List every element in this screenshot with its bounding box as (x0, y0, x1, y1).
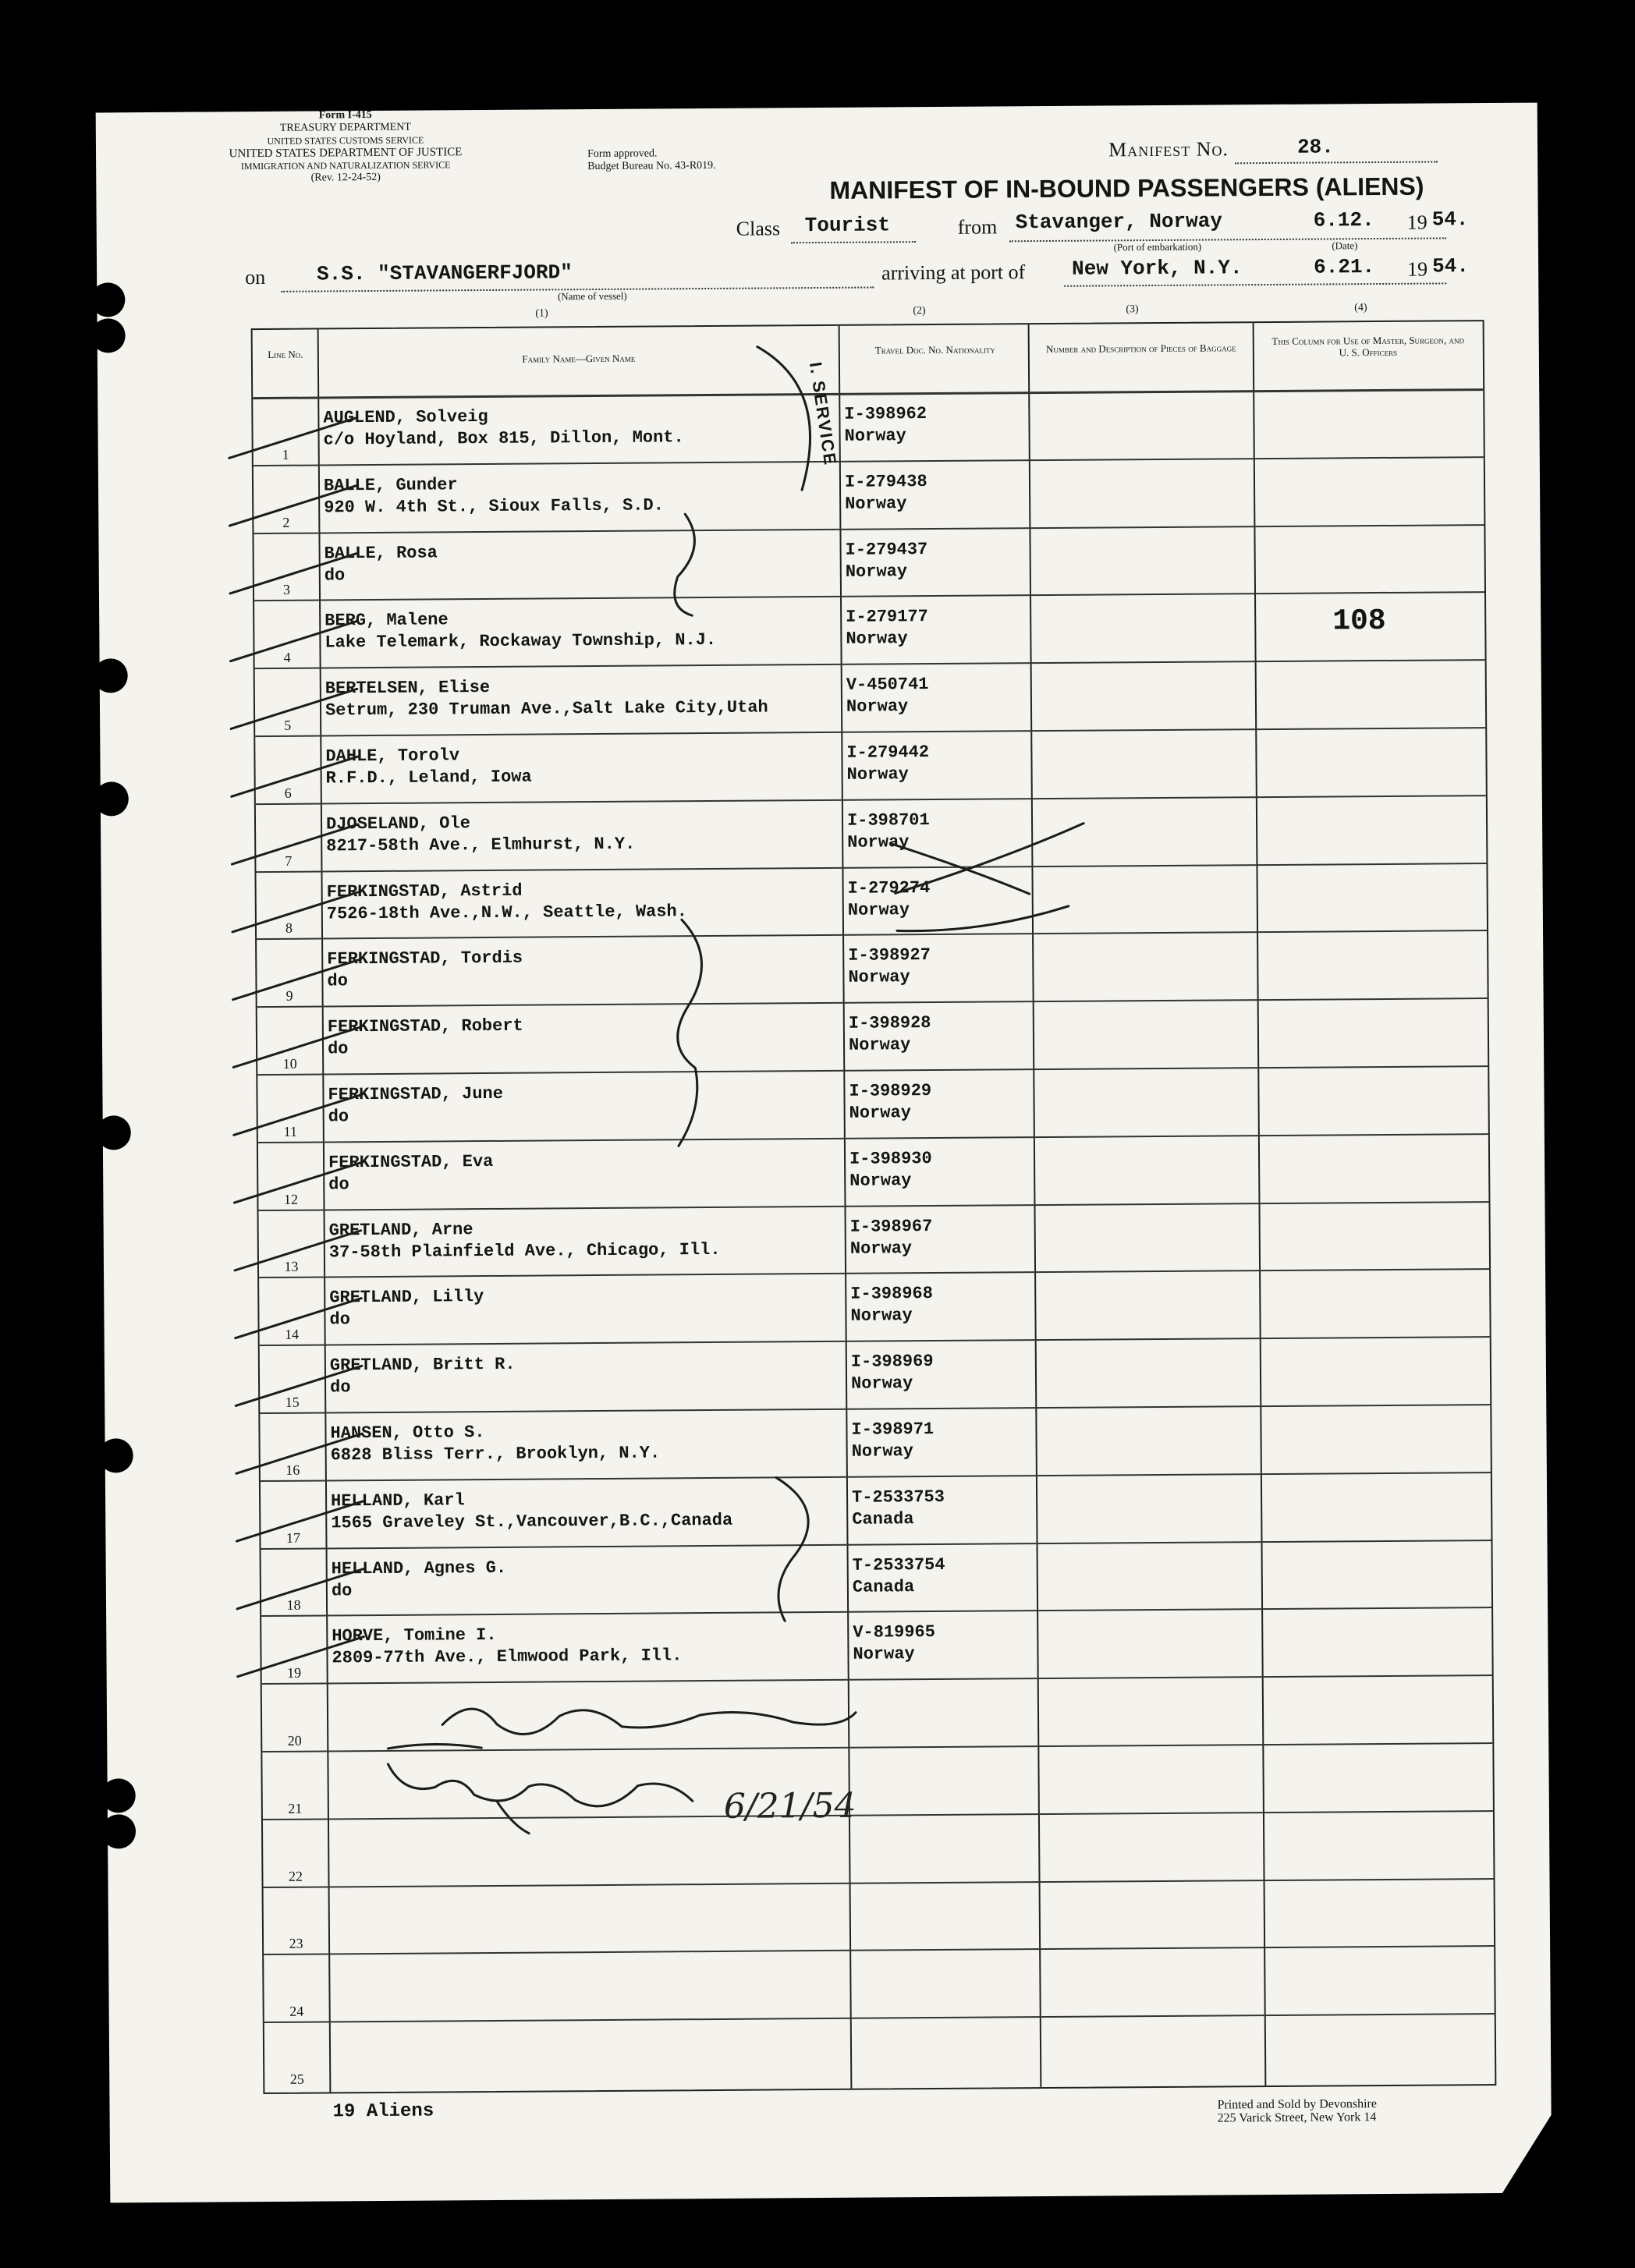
check-mark (231, 689, 357, 728)
passenger-address: 920 W. 4th St., Sioux Falls, S.D. (324, 495, 664, 518)
manifest-sheet (96, 103, 1552, 2203)
approval-line: Form approved. (587, 147, 658, 161)
doc-number: I-279438 (844, 471, 927, 492)
line-number: 21 (288, 1800, 303, 1816)
nationality: Norway (847, 832, 910, 852)
check-mark (229, 486, 356, 526)
check-mark (233, 1027, 360, 1067)
line-number: 11 (283, 1123, 298, 1139)
customs-service: UNITED STATES CUSTOMS SERVICE (267, 134, 424, 147)
line-number: 8 (285, 920, 293, 937)
doc-number: V-819965 (853, 1622, 936, 1643)
embark-date: 6.12. (1313, 208, 1374, 232)
passenger-name: AUGLEND, Solveig (323, 406, 488, 428)
line-number: 5 (284, 717, 292, 733)
passenger-address: 8217-58th Ave., Elmhurst, N.Y. (326, 834, 636, 856)
doc-number: I-398929 (849, 1081, 932, 1101)
col-header-officers: This Column for Use of Master, Surgeon, and U. S. Officers (1271, 334, 1465, 359)
passenger-address: do (328, 1175, 349, 1195)
passenger-name: FERKINGSTAD, Eva (328, 1151, 494, 1173)
passenger-name: HORVE, Tomine I. (332, 1625, 497, 1646)
printer-line-2: 225 Varick Street, New York 14 (1217, 2110, 1377, 2125)
line-number: 17 (286, 1529, 300, 1546)
from-label: from (957, 215, 998, 239)
line-number: 6 (284, 785, 292, 801)
line-number: 25 (289, 2071, 304, 2087)
nationality: Norway (848, 1035, 911, 1055)
doc-number: I-398971 (851, 1419, 935, 1440)
doc-number: V-450741 (846, 675, 929, 695)
passenger-name: HELLAND, Agnes G. (331, 1557, 507, 1579)
line-number: 24 (289, 2003, 304, 2019)
nationality: Norway (849, 1238, 913, 1259)
check-mark (232, 824, 358, 864)
printer-info (1217, 2097, 1377, 2124)
passenger-address: R.F.D., Leland, Iowa (325, 767, 532, 788)
passenger-name: GRETLAND, Arne (328, 1219, 473, 1241)
nationality: Canada (852, 1509, 914, 1529)
line-number: 4 (283, 649, 291, 666)
col-header-baggage: Number and Description of Pieces of Baggage (1045, 342, 1236, 355)
vessel-name: S.S. "STAVANGERFJORD" (317, 260, 573, 286)
line-number: 1 (282, 446, 289, 462)
line-number: 10 (282, 1055, 297, 1072)
passenger-address: 37-58th Plainfield Ave., Chicago, Ill. (328, 1239, 721, 1263)
passenger-name: BALLE, Gunder (323, 475, 458, 496)
doc-number: I-398927 (848, 945, 931, 966)
doc-number: I-279437 (845, 539, 928, 560)
nationality: Norway (846, 764, 909, 785)
vessel-caption: (Name of vessel) (557, 289, 627, 303)
embark-port: Stavanger, Norway (1015, 209, 1223, 235)
passenger-address: do (331, 1580, 353, 1601)
nationality: Norway (845, 494, 907, 514)
doc-number: I-398962 (844, 404, 927, 424)
arrival-year: 54. (1431, 254, 1470, 278)
check-mark (232, 960, 359, 1000)
col-header-name: Family Name—Given Name (522, 352, 636, 365)
passenger-name: DJOSELAND, Ole (325, 813, 470, 835)
handwritten-marks (96, 103, 1552, 2203)
nationality: Norway (850, 1306, 913, 1327)
doc-number: I-279274 (847, 877, 931, 898)
passenger-name: HANSEN, Otto S. (330, 1423, 485, 1444)
check-mark (235, 1231, 361, 1270)
nationality: Norway (849, 1171, 912, 1191)
doc-number: I-279442 (846, 742, 930, 763)
nationality: Norway (847, 899, 910, 920)
nationality: Norway (844, 426, 906, 446)
passenger-address: 7526-18th Ave.,N.W., Seattle, Wash. (326, 901, 687, 924)
passenger-address: do (324, 565, 346, 586)
doc-number: I-279177 (846, 607, 928, 628)
col-number-2: (2) (913, 305, 926, 317)
manifest-number: 28. (1296, 135, 1334, 159)
col-number-4: (4) (1354, 302, 1367, 314)
date-caption: (Date) (1332, 239, 1358, 252)
doc-number: I-398968 (850, 1284, 933, 1305)
passenger-address: do (329, 1309, 350, 1330)
col-header-line-no: Line No. (268, 348, 303, 360)
nationality: Norway (849, 1103, 911, 1123)
check-mark (236, 1366, 362, 1405)
ins-service: IMMIGRATION AND NATURALIZATION SERVICE (240, 159, 451, 172)
nationality: Norway (845, 561, 908, 582)
col-number-1: (1) (535, 307, 548, 320)
nationality: Norway (846, 629, 908, 650)
line-number: 18 (286, 1597, 301, 1614)
arrival-date: 6.21. (1313, 255, 1375, 279)
check-mark (233, 1095, 360, 1135)
check-mark (229, 418, 355, 458)
line-number: 19 (287, 1664, 302, 1682)
line-number: 16 (286, 1462, 300, 1478)
check-mark (237, 1637, 364, 1677)
col-number-3: (3) (1126, 303, 1139, 316)
passenger-name: FERKINGSTAD, Astrid (326, 881, 523, 902)
line-number: 7 (285, 852, 293, 869)
check-mark (231, 757, 357, 796)
line-number: 2 (282, 514, 290, 530)
class-value: Tourist (804, 213, 891, 238)
check-mark (237, 1569, 364, 1609)
check-mark (236, 1433, 363, 1473)
class-label: Class (736, 217, 781, 240)
port-embark-caption: (Port of embarkation) (1113, 240, 1202, 253)
nationality: Norway (853, 1644, 915, 1665)
line-number: 13 (284, 1259, 299, 1275)
passenger-name: BERTELSEN, Elise (325, 678, 491, 699)
passenger-address: 1565 Graveley St.,Vancouver,B.C.,Canada (331, 1510, 733, 1533)
passenger-name: HELLAND, Karl (331, 1490, 465, 1511)
embark-year-prefix: 19 (1406, 211, 1428, 234)
arrival-year-prefix: 19 (1407, 257, 1428, 281)
passenger-address: 6828 Bliss Terr., Brooklyn, N.Y. (330, 1443, 661, 1465)
manifest-label: Manifest No. (1108, 137, 1229, 161)
nationality: Canada (852, 1576, 915, 1597)
nationality: Norway (846, 696, 909, 717)
passenger-name: FERKINGSTAD, Robert (327, 1015, 523, 1037)
line-number: 12 (283, 1191, 298, 1207)
embark-year: 54. (1431, 207, 1469, 232)
passenger-name: GRETLAND, Lilly (329, 1287, 484, 1308)
passenger-name: FERKINGSTAD, June (328, 1083, 503, 1105)
on-label: on (245, 265, 266, 289)
line-number: 14 (285, 1326, 300, 1343)
arriving-label: arriving at port of (881, 260, 1026, 285)
printer-line-1: Printed and Sold by Devonshire (1217, 2097, 1378, 2112)
doc-number: I-398969 (850, 1352, 934, 1372)
col-header-doc: Travel Doc. No. Nationality (874, 343, 995, 356)
line-number: 23 (289, 1936, 303, 1952)
budget-bureau: Budget Bureau No. 43-R019. (587, 159, 716, 173)
passenger-address: Setrum, 230 Truman Ave.,Salt Lake City,Utah (325, 697, 768, 721)
passenger-address: Lake Telemark, Rockaway Township, N.J. (325, 630, 717, 653)
nationality: Norway (851, 1441, 913, 1462)
total-aliens: 19 Aliens (332, 2100, 434, 2123)
handwritten-date: 6/21/54 (723, 1785, 857, 1827)
check-mark (230, 622, 356, 661)
nationality: Norway (850, 1373, 913, 1394)
arrival-port: New York, N.Y. (1071, 256, 1243, 281)
treasury-dept: TREASURY DEPARTMENT (279, 121, 411, 134)
line-number: 20 (287, 1732, 302, 1749)
passenger-name: DAHLE, Torolv (325, 746, 460, 767)
passenger-name: GRETLAND, Britt R. (329, 1354, 516, 1376)
passenger-address: 2809-77th Ave., Elmwood Park, Ill. (332, 1646, 683, 1668)
line-number: 3 (282, 582, 291, 598)
nationality: Norway (848, 967, 910, 988)
check-mark (230, 554, 356, 594)
doc-number: T-2533753 (851, 1487, 945, 1508)
passenger-address: do (328, 1107, 349, 1127)
justice-dept: UNITED STATES DEPARTMENT OF JUSTICE (229, 146, 463, 161)
doc-number: I-398928 (848, 1013, 931, 1033)
line-number: 15 (285, 1394, 300, 1410)
passenger-address: c/o Hoyland, Box 815, Dillon, Mont. (323, 427, 684, 450)
manifest-title: MANIFEST OF IN-BOUND PASSENGERS (ALIENS) (829, 172, 1424, 204)
check-mark (234, 1163, 360, 1203)
passenger-address: do (329, 1377, 351, 1398)
passenger-name: FERKINGSTAD, Tordis (327, 948, 523, 969)
line-number: 9 (286, 987, 293, 1004)
check-mark (232, 892, 359, 932)
officer-number: 108 (1332, 604, 1386, 639)
doc-number: I-398701 (846, 810, 930, 831)
doc-number: I-398967 (849, 1216, 933, 1237)
check-mark (236, 1501, 363, 1541)
passenger-address: do (327, 971, 348, 991)
passenger-address: do (327, 1039, 349, 1059)
form-number: Form I-415 (318, 109, 372, 122)
passenger-name: BERG, Malene (325, 610, 449, 631)
stamp-text: I. SERVICE (805, 360, 841, 468)
line-number: 22 (288, 1868, 303, 1884)
revision: (Rev. 12-24-52) (310, 171, 381, 184)
doc-number: T-2533754 (852, 1554, 945, 1575)
doc-number: I-398930 (849, 1148, 932, 1169)
passenger-name: BALLE, Rosa (324, 543, 438, 564)
check-mark (235, 1299, 361, 1338)
